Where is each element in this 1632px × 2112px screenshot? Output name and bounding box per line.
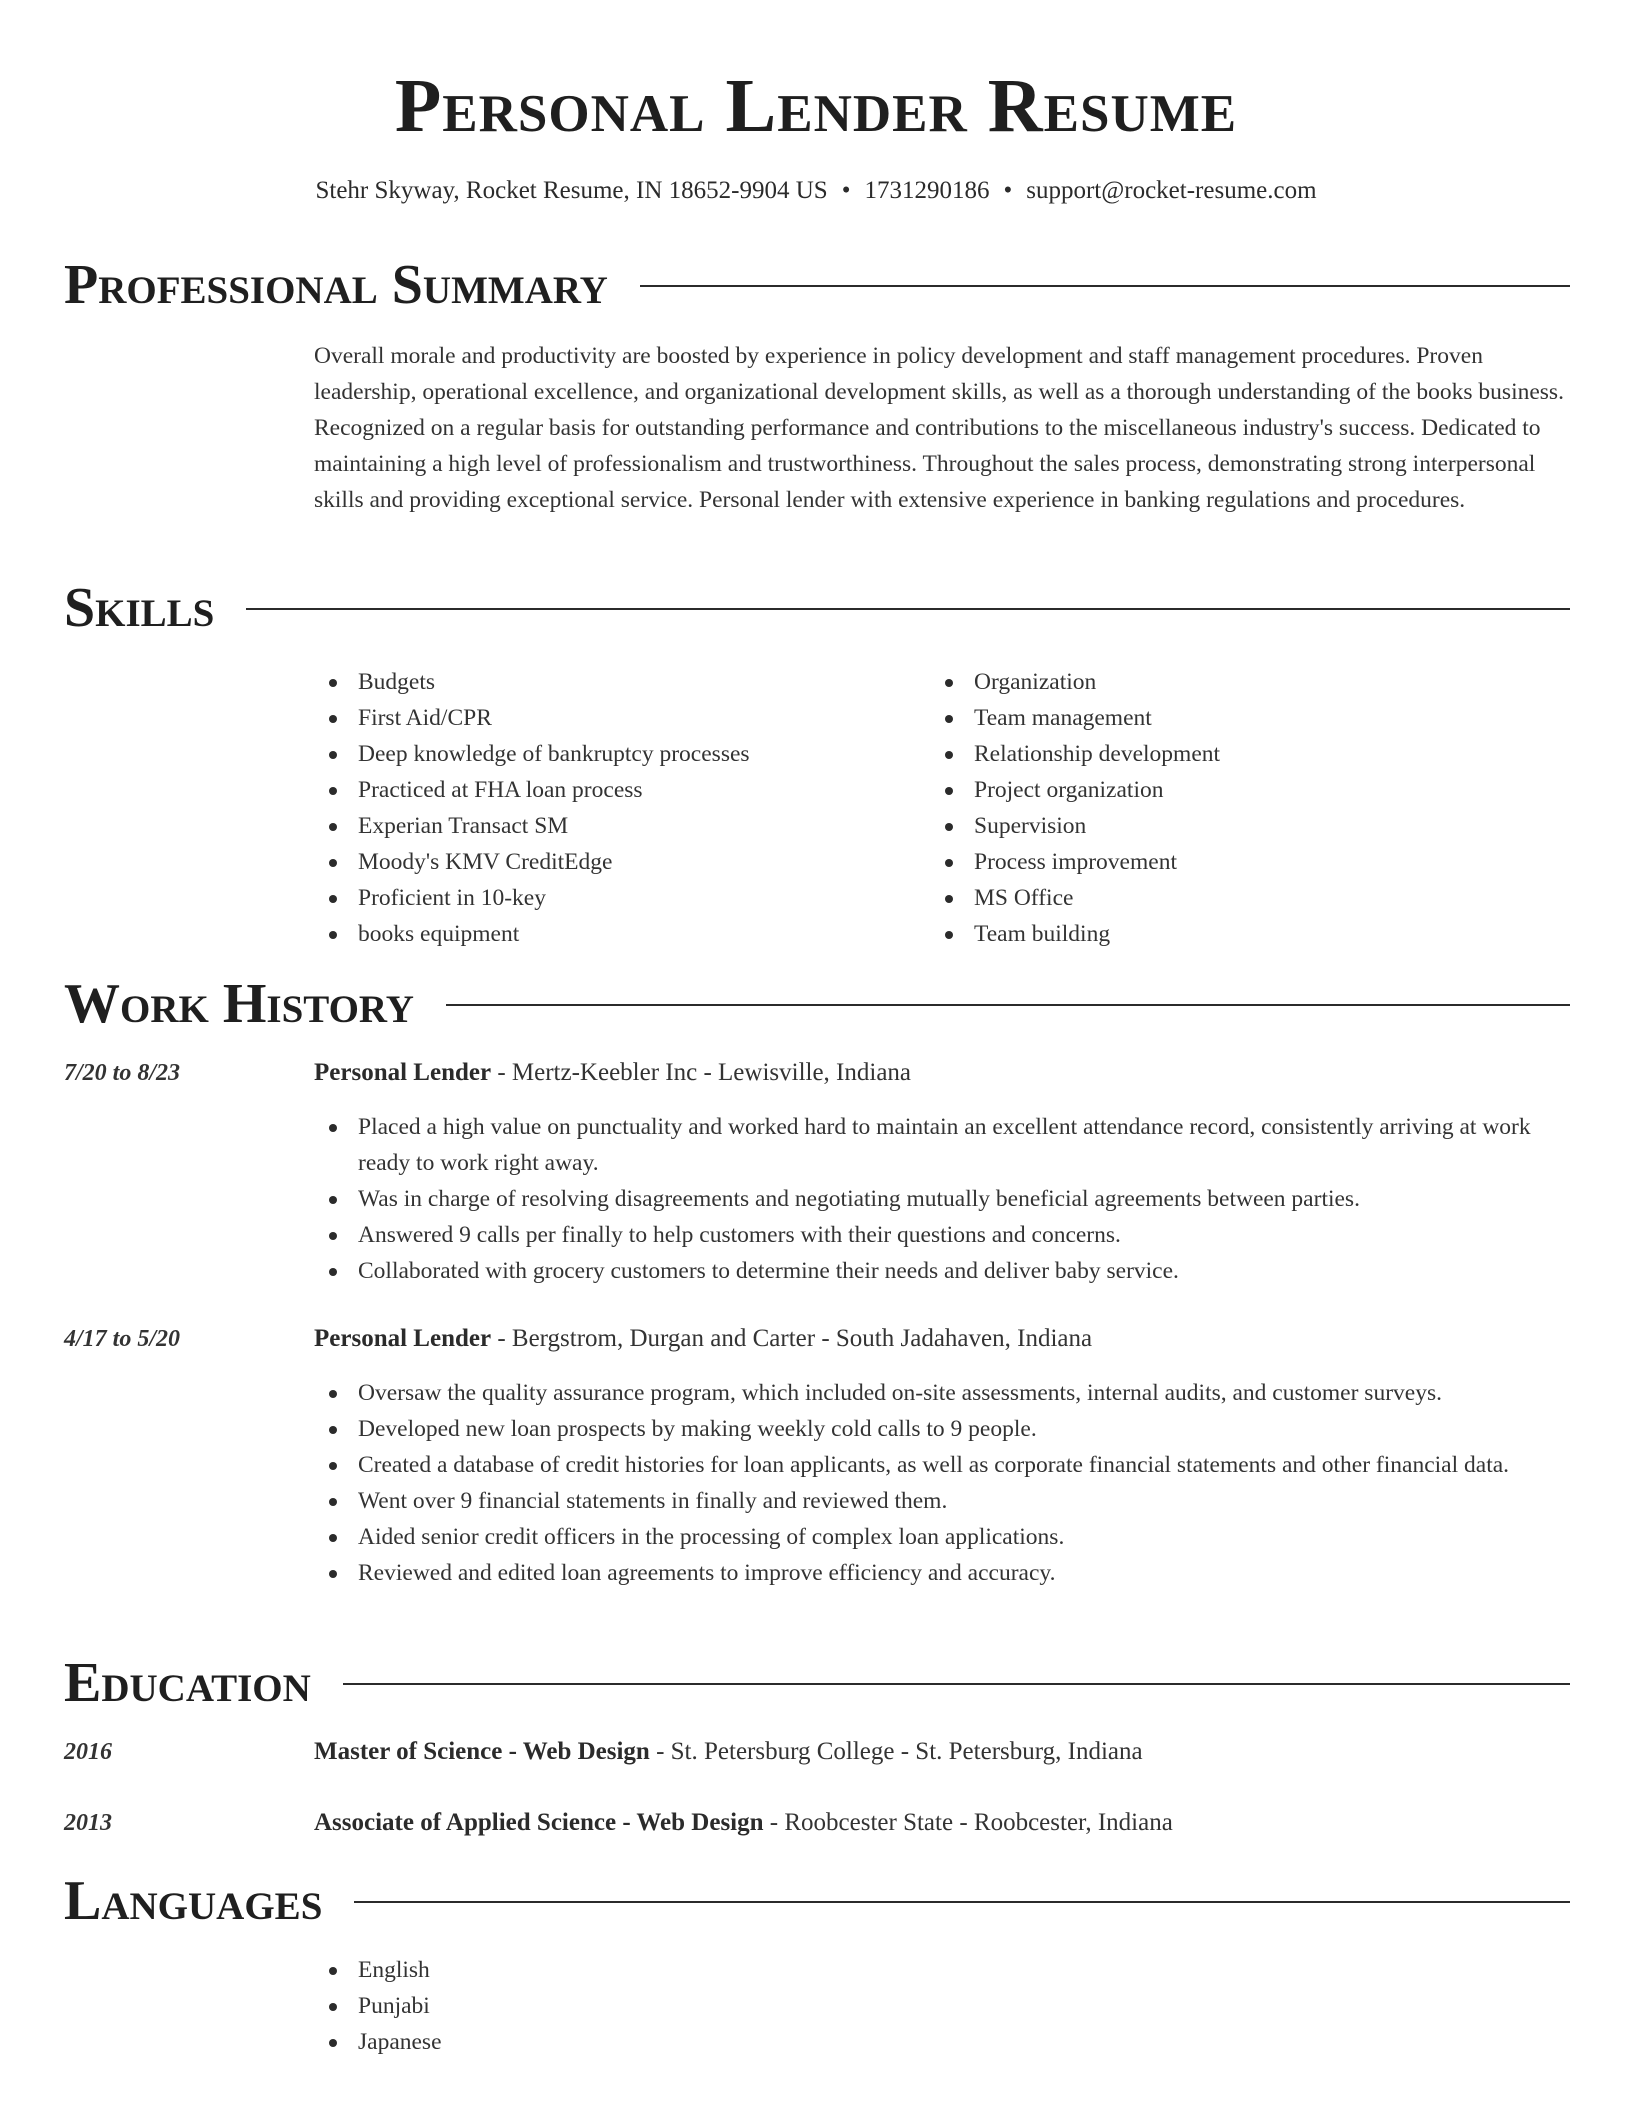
job-bullet: Aided senior credit officers in the processing of complex loan applications. [314, 1519, 1570, 1555]
job-bullet: Answered 9 calls per finally to help customers with their questions and concerns. [314, 1217, 1570, 1253]
contact-line [0, 174, 1632, 208]
contact-separator: • [1003, 177, 1013, 204]
section-divider [354, 1901, 1570, 1903]
skill-item: Team management [930, 700, 1546, 736]
job-bullet: Went over 9 financial statements in finally and reviewed them. [314, 1483, 1570, 1519]
section-divider [640, 285, 1570, 287]
skill-item: Moody's KMV CreditEdge [314, 844, 930, 880]
skill-item: books equipment [314, 916, 930, 952]
skills-left-list [314, 664, 930, 952]
job-bullet: Created a database of credit histories for loan applicants, as well as corporate financial statements and other financial data. [314, 1447, 1570, 1483]
section-title-summary: Professional Summary [64, 254, 608, 316]
section-title-skills: Skills [64, 577, 215, 639]
contact-address: Stehr Skyway, Rocket Resume, IN 18652-9904 US [315, 177, 828, 204]
skill-item: Budgets [314, 664, 930, 700]
job-dates: 7/20 to 8/23 [64, 1060, 181, 1086]
job-dates: 4/17 to 5/20 [64, 1326, 181, 1352]
language-item: Japanese [314, 2024, 1570, 2060]
section-header-education [64, 1651, 1570, 1715]
section-header-skills [64, 576, 1570, 640]
skill-item: Experian Transact SM [314, 808, 930, 844]
contact-separator: • [841, 177, 851, 204]
section-divider [343, 1683, 1570, 1685]
contact-email: support@rocket-resume.com [1026, 177, 1317, 204]
job-bullets [314, 1375, 1570, 1591]
education-degree: Master of Science - Web Design [314, 1738, 650, 1765]
section-title-work: Work History [64, 973, 414, 1035]
job-heading [314, 1055, 1570, 1091]
skill-item: Proficient in 10-key [314, 880, 930, 916]
skills-right-list [930, 664, 1546, 952]
education-entry [314, 1734, 1570, 1770]
job-bullets [314, 1109, 1570, 1289]
skill-item: Deep knowledge of bankruptcy processes [314, 736, 930, 772]
skill-item: Relationship development [930, 736, 1546, 772]
section-divider [446, 1004, 1570, 1006]
skill-item: Project organization [930, 772, 1546, 808]
section-header-summary [64, 253, 1570, 317]
job-employer: - Bergstrom, Durgan and Carter - South Jadahaven, Indiana [491, 1325, 1093, 1352]
job-bullet: Was in charge of resolving disagreements and negotiating mutually beneficial agreements between parties. [314, 1181, 1570, 1217]
education-school: - St. Petersburg College - St. Petersburg, Indiana [649, 1738, 1143, 1765]
education-year: 2016 [64, 1739, 112, 1765]
skill-item: Process improvement [930, 844, 1546, 880]
job-employer: - Mertz-Keebler Inc - Lewisville, Indiana [491, 1059, 912, 1086]
language-item: English [314, 1952, 1570, 1988]
contact-phone: 1731290186 [864, 177, 990, 204]
skills-columns [314, 664, 1570, 952]
job-heading [314, 1321, 1570, 1357]
section-header-work [64, 972, 1570, 1036]
job-role: Personal Lender [314, 1325, 492, 1352]
skill-item: MS Office [930, 880, 1546, 916]
section-header-languages [64, 1869, 1570, 1933]
education-year: 2013 [64, 1810, 112, 1836]
job-bullet: Oversaw the quality assurance program, which included on-site assessments, internal audits, and customer surveys. [314, 1375, 1570, 1411]
education-entry [314, 1805, 1570, 1841]
job-bullet: Reviewed and edited loan agreements to improve efficiency and accuracy. [314, 1555, 1570, 1591]
skill-item: Team building [930, 916, 1546, 952]
education-school: - Roobcester State - Roobcester, Indiana [763, 1809, 1173, 1836]
skill-item: Organization [930, 664, 1546, 700]
resume-title: Personal Lender Resume [394, 64, 1238, 148]
section-title-education: Education [64, 1652, 311, 1714]
languages-list [314, 1952, 1570, 2060]
language-item: Punjabi [314, 1988, 1570, 2024]
job-bullet: Collaborated with grocery customers to determine their needs and deliver baby service. [314, 1253, 1570, 1289]
skill-item: First Aid/CPR [314, 700, 930, 736]
job-bullet: Developed new loan prospects by making weekly cold calls to 9 people. [314, 1411, 1570, 1447]
education-degree: Associate of Applied Science - Web Design [314, 1809, 764, 1836]
skill-item: Supervision [930, 808, 1546, 844]
section-title-languages: Languages [64, 1870, 323, 1932]
summary-text: Overall morale and productivity are boosted by experience in policy development and staff management procedures. Proven leadership, operational excellence, and organizational development skills, as well as a thorough understanding of the books business. Recognized on a regular basis for outstanding performance and contributions to the miscellaneous industry's success. Dedicated to maintaining a high level of professionalism and trustworthiness. Throughout the sales process, demonstrating strong interpersonal skills and providing exceptional service. Personal lender with extensive experience in banking regulations and procedures. [314, 343, 1564, 513]
section-divider [246, 608, 1570, 610]
job-bullet: Placed a high value on punctuality and worked hard to maintain an excellent attendance record, consistently arriving at work ready to work right away. [314, 1109, 1570, 1181]
job-role: Personal Lender [314, 1059, 492, 1086]
skill-item: Practiced at FHA loan process [314, 772, 930, 808]
